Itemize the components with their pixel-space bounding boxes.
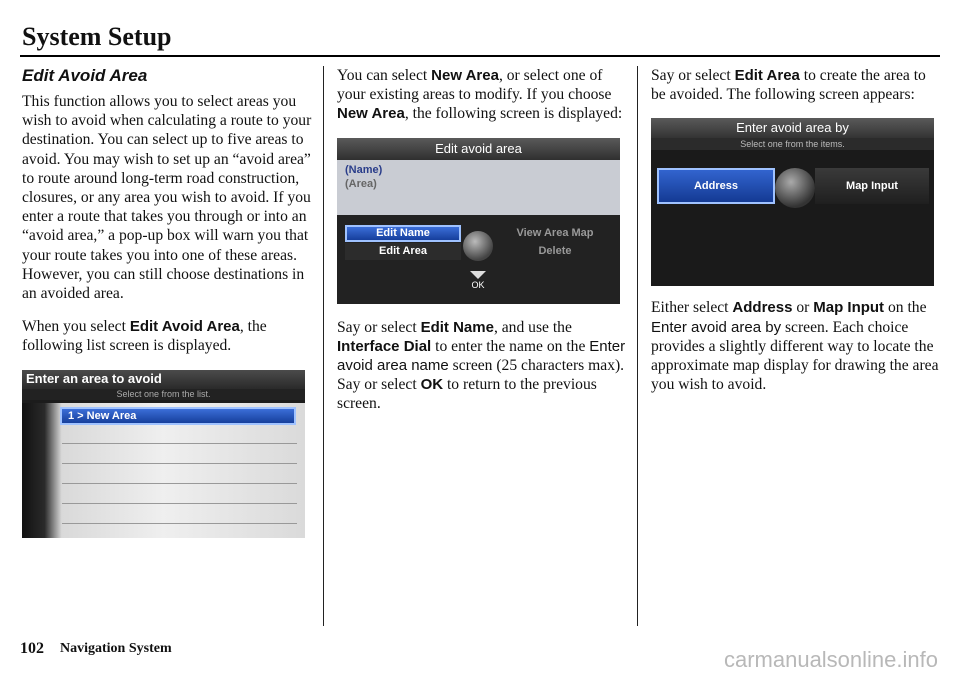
address-button[interactable]: Address	[657, 168, 775, 204]
edit-avoid-area-screen	[337, 138, 620, 304]
chevron-down-icon	[470, 271, 486, 279]
list-divider	[62, 523, 297, 524]
screen-header: Enter avoid area by	[651, 118, 934, 138]
delete-button[interactable]: Delete	[538, 244, 572, 257]
section-heading: Edit Avoid Area	[22, 66, 148, 85]
title-rule	[20, 55, 940, 57]
screen-subtitle: Select one from the items.	[651, 138, 934, 150]
list-divider	[62, 463, 297, 464]
view-area-map-button[interactable]: View Area Map	[516, 226, 594, 239]
list-screen-paragraph: When you select Edit Avoid Area, the following list screen is displayed.	[22, 318, 267, 355]
edit-name-button[interactable]: Edit Name	[345, 225, 461, 242]
column-divider	[323, 66, 324, 626]
edit-area-button[interactable]: Edit Area	[345, 243, 461, 260]
list-divider	[62, 443, 297, 444]
new-area-paragraph: You can select New Area, or select one of your existing areas to modify. If you choose New Area, the following screen is displayed:	[337, 67, 623, 123]
choice-area	[651, 150, 934, 286]
control-panel	[337, 215, 620, 304]
interface-dial-icon	[463, 231, 493, 261]
page-number: 102	[20, 640, 44, 657]
footer-label: Navigation System	[60, 641, 172, 656]
area-value: (Area)	[345, 177, 377, 190]
screen-subtitle: Select one from the list.	[22, 389, 305, 400]
interface-dial-icon	[775, 168, 815, 208]
enter-avoid-area-by-screen	[651, 118, 934, 286]
list-divider	[62, 503, 297, 504]
list-area	[22, 403, 305, 538]
area-name-value: (Name)	[345, 163, 383, 176]
edit-name-paragraph: Say or select Edit Name, and use the Interface Dial to enter the name on the Enter avoid area name screen (25 characters max). Say or select OK to return to the previous screen.	[337, 318, 626, 413]
column-3	[651, 66, 941, 408]
column-2	[337, 66, 627, 428]
screen-header: Edit avoid area	[337, 138, 620, 160]
enter-area-screen	[22, 370, 305, 538]
map-input-button[interactable]: Map Input	[815, 168, 929, 204]
column-1	[22, 66, 312, 538]
area-info	[337, 160, 620, 215]
edit-area-paragraph: Say or select Edit Area to create the area to be avoided. The following screen appears:	[651, 67, 926, 104]
watermark: carmanualsonline.info	[723, 647, 938, 672]
intro-paragraph: This function allows you to select areas you wish to avoid when calculating a route to your destination. You can select up to five areas to avoid. You may wish to set up an “avoid area” to route around long-term road construction, closures, or any area you wish to avoid. If you enter a route that takes you through or into an “avoid area,” a pop-up box will warn you that your route takes you into one of these areas. However, you can still choose destinations in an avoided area.	[22, 93, 312, 303]
choice-paragraph: Either select Address or Map Input on the Enter avoid area by screen. Each choice provides a slightly different way to locate the approximate map display for drawing the area you wish to avoid.	[651, 299, 939, 394]
list-divider	[62, 483, 297, 484]
list-item-new-area[interactable]: 1 > New Area	[60, 407, 296, 425]
column-divider	[637, 66, 638, 626]
screen-header: Enter an area to avoid	[22, 370, 305, 389]
page-title: System Setup	[22, 22, 172, 51]
ok-button[interactable]: OK	[471, 279, 485, 290]
